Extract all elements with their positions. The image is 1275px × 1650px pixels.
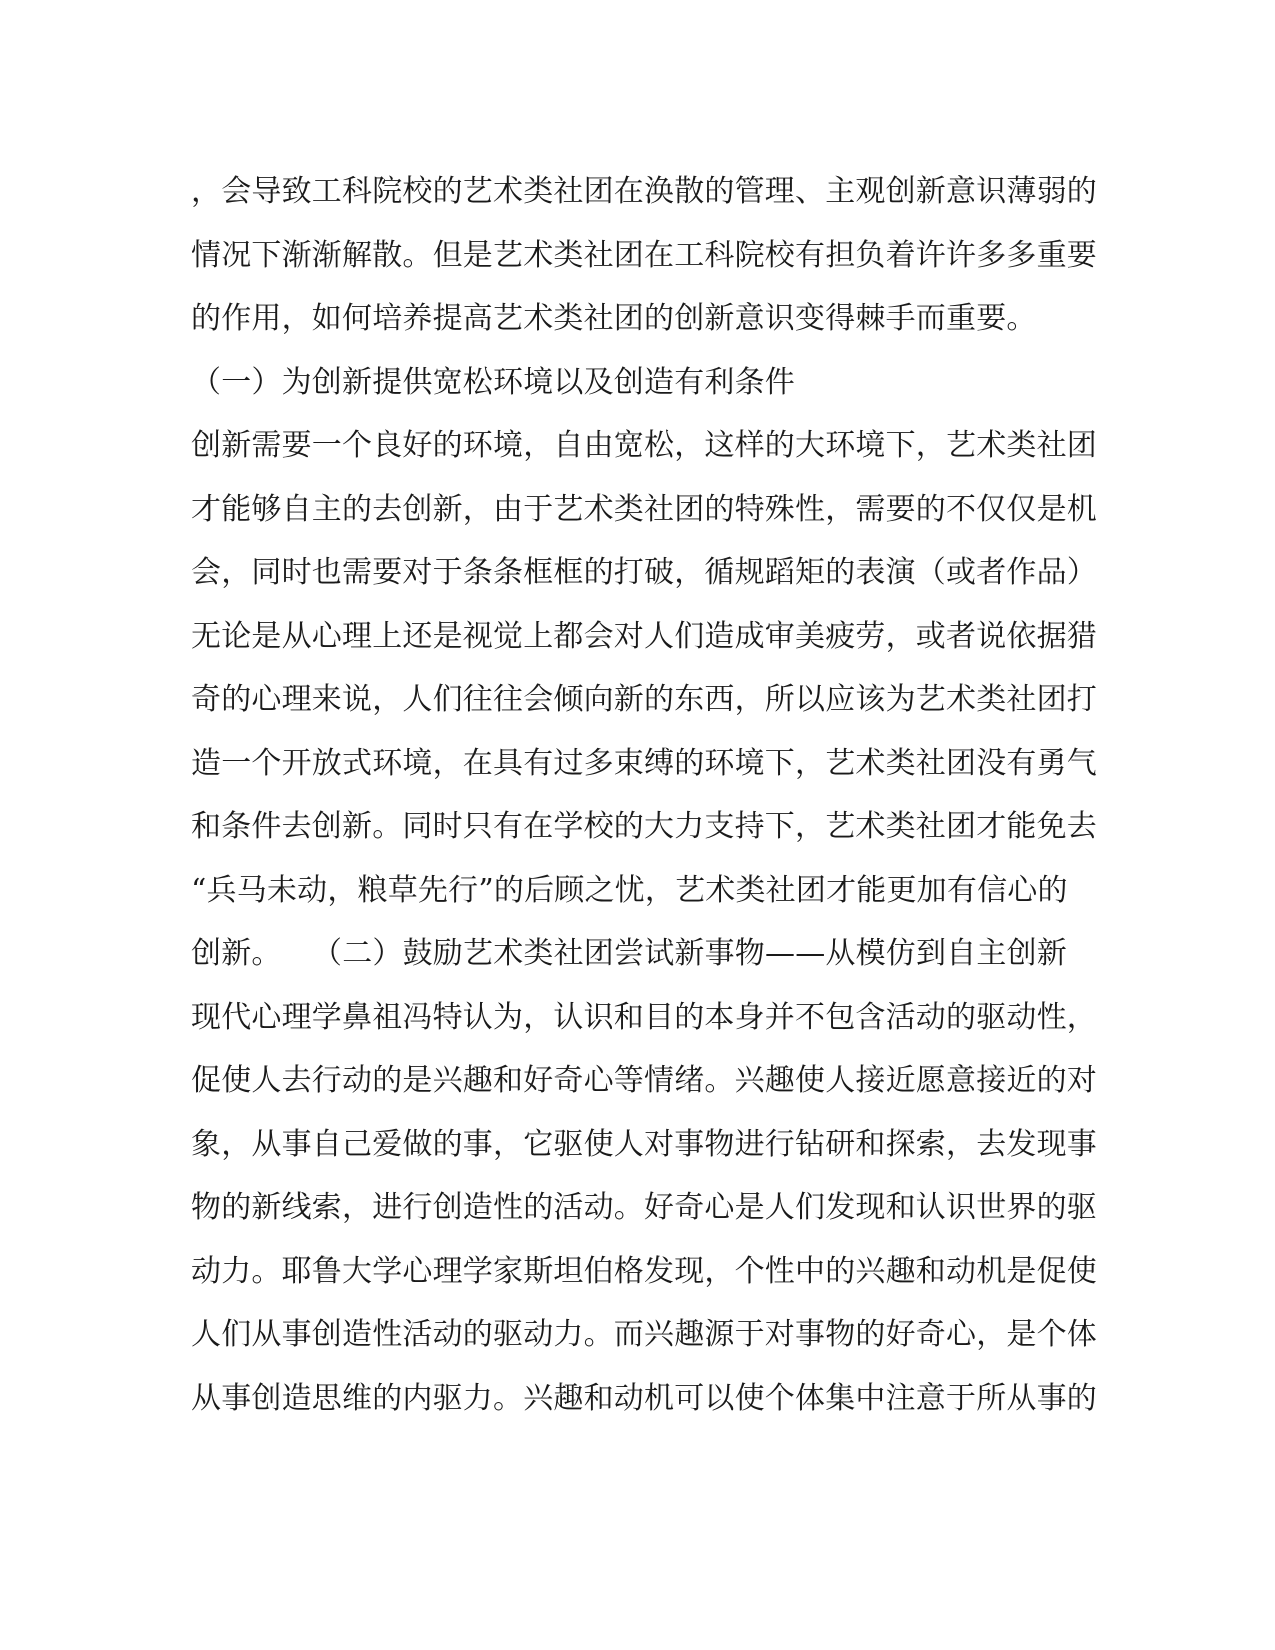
text-line: 从事创造思维的内驱力。兴趣和动机可以使个体集中注意于所从事的 [191, 1380, 1097, 1416]
text-line: 物的新线索，进行创造性的活动。好奇心是人们发现和认识世界的驱 [191, 1190, 1097, 1225]
text-line: 无论是从心理上还是视觉上都会对人们造成审美疲劳，或者说依据猎 [191, 618, 1097, 654]
text-line: 的作用，如何培养提高艺术类社团的创新意识变得棘手而重要。 [191, 301, 1037, 336]
text-line: 人们从事创造性活动的驱动力。而兴趣源于对事物的好奇心，是个体 [191, 1317, 1097, 1352]
text-line: 创新。 （二）鼓励艺术类社团尝试新事物——从模仿到自主创新 [191, 936, 1067, 971]
text-line: 才能够自主的去创新，由于艺术类社团的特殊性，需要的不仅仅是机 [191, 491, 1097, 527]
text-line: 动力。耶鲁大学心理学家斯坦伯格发现，个性中的兴趣和动机是促使 [191, 1253, 1097, 1289]
text-line: 和条件去创新。同时只有在学校的大力支持下，艺术类社团才能免去 [191, 809, 1097, 844]
text-line: ，会导致工科院校的艺术类社团在涣散的管理、主观创新意识薄弱的 [191, 174, 1097, 209]
text-line: 情况下渐渐解散。但是艺术类社团在工科院校有担负着许许多多重要 [191, 237, 1097, 273]
text-line: 会，同时也需要对于条条框框的打破，循规蹈矩的表演（或者作品） [191, 555, 1097, 590]
text-line: 奇的心理来说，人们往往会倾向新的东西，所以应该为艺术类社团打 [191, 682, 1097, 717]
text-line: 造一个开放式环境，在具有过多束缚的环境下，艺术类社团没有勇气 [191, 745, 1097, 781]
text-line: 创新需要一个良好的环境，自由宽松，这样的大环境下，艺术类社团 [191, 428, 1097, 463]
text-line: 促使人去行动的是兴趣和好奇心等情绪。兴趣使人接近愿意接近的对 [191, 1063, 1097, 1098]
text-line: “兵马未动，粮草先行”的后顾之忧，艺术类社团才能更加有信心的 [191, 872, 1068, 908]
text-line: 象，从事自己爱做的事，它驱使人对事物进行钻研和探索，去发现事 [191, 1126, 1097, 1162]
text-line: 现代心理学鼻祖冯特认为，认识和目的本身并不包含活动的驱动性， [191, 999, 1097, 1035]
body-text [191, 160, 1097, 1430]
section-heading: （一）为创新提供宽松环境以及创造有利条件 [191, 364, 795, 400]
